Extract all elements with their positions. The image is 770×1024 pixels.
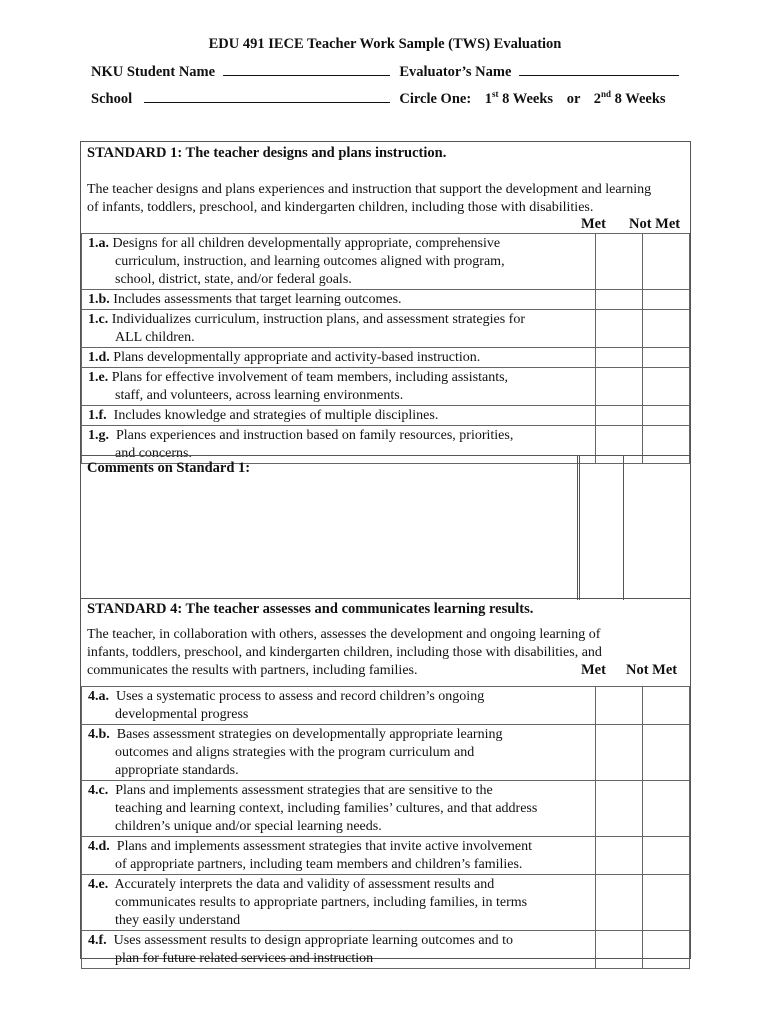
criterion-line-continued: staff, and volunteers, across learning environments. bbox=[115, 388, 404, 403]
met-checkbox-cell[interactable] bbox=[596, 837, 643, 875]
criterion-row bbox=[82, 348, 690, 368]
criterion-row bbox=[82, 875, 690, 931]
criterion-line-continued: they easily understand bbox=[115, 913, 241, 928]
not-met-checkbox-cell[interactable] bbox=[643, 290, 690, 310]
option-second-8-weeks[interactable]: 2nd 8 Weeks bbox=[593, 89, 666, 107]
criterion-text bbox=[82, 687, 596, 725]
criterion-line: Uses a systematic process to assess and record children’s ongoing bbox=[109, 689, 485, 704]
met-checkbox-cell[interactable] bbox=[596, 687, 643, 725]
criterion-id: 4.a. bbox=[88, 689, 109, 704]
met-checkbox-cell[interactable] bbox=[596, 406, 643, 426]
criterion-line-continued: appropriate standards. bbox=[115, 763, 239, 778]
met-checkbox-cell[interactable] bbox=[596, 234, 643, 290]
criterion-line: Includes knowledge and strategies of multiple disciplines. bbox=[106, 408, 439, 423]
criterion-id: 1.a. bbox=[88, 236, 109, 251]
criterion-text bbox=[82, 368, 596, 406]
criterion-line-continued: plan for future related services and instruction bbox=[115, 951, 374, 966]
criterion-id: 1.f. bbox=[88, 408, 107, 423]
criterion-text bbox=[82, 931, 596, 969]
met-checkbox-cell[interactable] bbox=[596, 310, 643, 348]
standard-4-criteria-table bbox=[81, 686, 690, 969]
met-checkbox-cell[interactable] bbox=[596, 290, 643, 310]
not-met-checkbox-cell[interactable] bbox=[643, 687, 690, 725]
criterion-row bbox=[82, 837, 690, 875]
standard-4-description-line-1: The teacher, in collaboration with others, assesses the development and ongoing learning of bbox=[87, 627, 601, 642]
criterion-line-continued: communicates results to appropriate partners, including families, in terms bbox=[115, 895, 528, 910]
criterion-line-continued: of appropriate partners, including team members and children’s families. bbox=[115, 857, 523, 872]
option-first-8-weeks[interactable]: 1st 8 Weeks bbox=[484, 89, 554, 107]
criterion-line-continued: outcomes and aligns strategies with the program curriculum and bbox=[115, 745, 475, 760]
standard-1-heading: STANDARD 1: The teacher designs and plans instruction. bbox=[87, 145, 447, 161]
criterion-id: 1.c. bbox=[88, 312, 109, 327]
criterion-row bbox=[82, 687, 690, 725]
criterion-line-continued: children’s unique and/or special learning needs. bbox=[115, 819, 382, 834]
not-met-checkbox-cell[interactable] bbox=[643, 406, 690, 426]
criterion-row bbox=[82, 368, 690, 406]
comments-label: Comments on Standard 1: bbox=[87, 460, 251, 476]
not-met-checkbox-cell[interactable] bbox=[643, 348, 690, 368]
not-met-column-header-4: Not Met bbox=[626, 662, 678, 678]
criterion-line-continued: school, district, state, and/or federal goals. bbox=[115, 272, 352, 287]
standard-4-section bbox=[80, 598, 691, 966]
criterion-text bbox=[82, 875, 596, 931]
circle-one-label: Circle One: bbox=[399, 91, 472, 107]
criterion-text bbox=[82, 406, 596, 426]
met-checkbox-cell[interactable] bbox=[596, 725, 643, 781]
criterion-text bbox=[82, 234, 596, 290]
not-met-checkbox-cell[interactable] bbox=[643, 368, 690, 406]
criterion-text bbox=[82, 781, 596, 837]
not-met-checkbox-cell[interactable] bbox=[643, 310, 690, 348]
criterion-text bbox=[82, 348, 596, 368]
criterion-text bbox=[82, 290, 596, 310]
criterion-line-continued: and concerns. bbox=[115, 446, 192, 461]
comments-divider-left-inner bbox=[579, 456, 580, 600]
page-title: EDU 491 IECE Teacher Work Sample (TWS) Evaluation bbox=[208, 36, 562, 52]
not-met-checkbox-cell[interactable] bbox=[643, 781, 690, 837]
not-met-checkbox-cell[interactable] bbox=[643, 837, 690, 875]
comments-standard-1[interactable] bbox=[81, 455, 690, 600]
student-evaluator-row bbox=[91, 63, 679, 81]
criterion-line: Uses assessment results to design appropriate learning outcomes and to bbox=[106, 933, 513, 948]
school-label: School bbox=[91, 91, 133, 107]
standard-1-description-line-1: The teacher designs and plans experiences and instruction that support the development and learning bbox=[87, 182, 652, 197]
comments-divider-right bbox=[623, 456, 624, 600]
or-text: or bbox=[566, 91, 581, 107]
criterion-row bbox=[82, 931, 690, 969]
standard-1-section bbox=[80, 141, 691, 599]
criterion-id: 1.b. bbox=[88, 292, 110, 307]
criterion-line: Plans and implements assessment strategies that invite active involvement bbox=[109, 839, 533, 854]
criterion-text bbox=[82, 310, 596, 348]
comments-divider-left bbox=[577, 456, 578, 600]
evaluator-name-field[interactable] bbox=[519, 63, 679, 76]
criterion-line: Plans for effective involvement of team members, including assistants, bbox=[108, 370, 509, 385]
criterion-line-continued: curriculum, instruction, and learning outcomes aligned with program, bbox=[115, 254, 505, 269]
criterion-row bbox=[82, 725, 690, 781]
not-met-column-header: Not Met bbox=[629, 216, 681, 232]
criterion-id: 1.g. bbox=[88, 428, 109, 443]
criterion-row bbox=[82, 234, 690, 290]
criterion-id: 1.e. bbox=[88, 370, 109, 385]
criterion-line: Includes assessments that target learning outcomes. bbox=[109, 292, 402, 307]
criterion-line: Accurately interprets the data and validity of assessment results and bbox=[108, 877, 495, 892]
criterion-row bbox=[82, 290, 690, 310]
standard-4-description-line-2: infants, toddlers, preschool, and kindergarten children, including those with disabilities, and bbox=[87, 645, 602, 660]
student-name-field[interactable] bbox=[223, 63, 390, 76]
criterion-line: Individualizes curriculum, instruction plans, and assessment strategies for bbox=[108, 312, 526, 327]
criterion-line-continued: ALL children. bbox=[115, 330, 195, 345]
criterion-id: 4.e. bbox=[88, 877, 109, 892]
evaluator-name-label: Evaluator’s Name bbox=[399, 64, 512, 80]
not-met-checkbox-cell[interactable] bbox=[643, 725, 690, 781]
met-checkbox-cell[interactable] bbox=[596, 368, 643, 406]
criterion-row bbox=[82, 310, 690, 348]
not-met-checkbox-cell[interactable] bbox=[643, 931, 690, 969]
criterion-row bbox=[82, 406, 690, 426]
criterion-id: 1.d. bbox=[88, 350, 110, 365]
criterion-line: Designs for all children developmentally appropriate, comprehensive bbox=[109, 236, 501, 251]
criterion-id: 4.c. bbox=[88, 783, 109, 798]
criterion-text bbox=[82, 837, 596, 875]
standard-4-heading: STANDARD 4: The teacher assesses and communicates learning results. bbox=[87, 601, 534, 617]
standard-1-description-line-2: of infants, toddlers, preschool, and kindergarten children, including those with disabilities. bbox=[87, 200, 594, 215]
met-column-header-4: Met bbox=[581, 662, 606, 678]
met-checkbox-cell[interactable] bbox=[596, 875, 643, 931]
criterion-id: 4.b. bbox=[88, 727, 110, 742]
criterion-line: Plans and implements assessment strategies that are sensitive to the bbox=[108, 783, 493, 798]
criterion-line: Bases assessment strategies on developmentally appropriate learning bbox=[109, 727, 503, 742]
criterion-line-continued: developmental progress bbox=[115, 707, 249, 722]
standard-1-criteria-table bbox=[81, 233, 690, 464]
criterion-line-continued: teaching and learning context, including families’ cultures, and that address bbox=[115, 801, 538, 816]
not-met-checkbox-cell[interactable] bbox=[643, 875, 690, 931]
met-checkbox-cell[interactable] bbox=[596, 781, 643, 837]
standard-4-description-line-3: communicates the results with partners, including families. bbox=[87, 663, 418, 678]
criterion-line: Plans developmentally appropriate and activity-based instruction. bbox=[109, 350, 481, 365]
met-checkbox-cell[interactable] bbox=[596, 931, 643, 969]
met-checkbox-cell[interactable] bbox=[596, 348, 643, 368]
criterion-id: 4.f. bbox=[88, 933, 107, 948]
school-row bbox=[91, 90, 666, 108]
not-met-checkbox-cell[interactable] bbox=[643, 234, 690, 290]
met-column-header: Met bbox=[581, 216, 606, 232]
criterion-id: 4.d. bbox=[88, 839, 110, 854]
school-field[interactable] bbox=[144, 90, 390, 103]
criterion-text bbox=[82, 725, 596, 781]
criterion-line: Plans experiences and instruction based on family resources, priorities, bbox=[109, 428, 514, 443]
student-name-label: NKU Student Name bbox=[91, 64, 216, 80]
criterion-row bbox=[82, 781, 690, 837]
